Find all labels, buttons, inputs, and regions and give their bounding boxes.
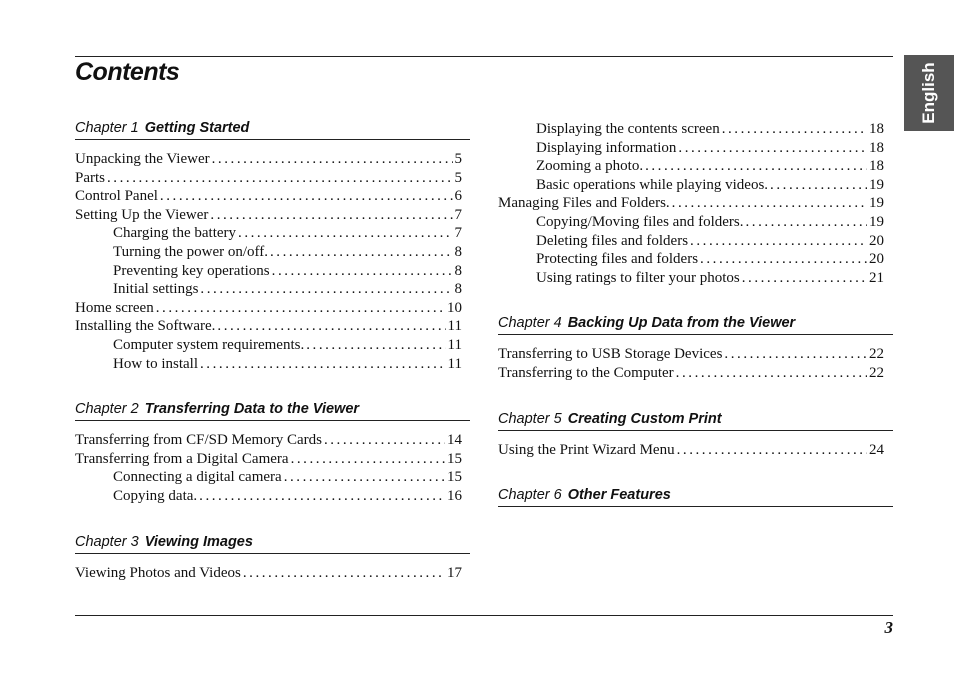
chapter-title: Backing Up Data from the Viewer <box>567 315 796 332</box>
chapter-number: Chapter 1 <box>75 120 139 136</box>
toc-entry-text: Parts <box>75 169 105 186</box>
toc-entry[interactable] <box>75 450 470 469</box>
toc-subentry[interactable] <box>498 250 893 269</box>
chapter-title: Creating Custom Print <box>567 410 722 427</box>
leader-dots <box>645 157 867 176</box>
toc-entry-page: 8 <box>454 281 462 298</box>
leader-dots <box>272 262 453 281</box>
toc-entry-text: Setting Up the Viewer <box>75 206 209 223</box>
chapter-5-section <box>498 411 893 460</box>
toc-entry-page: 8 <box>454 243 462 260</box>
toc-subentry[interactable] <box>498 120 893 139</box>
toc-entry-page: 19 <box>869 213 884 230</box>
toc-entry-page: 7 <box>454 225 462 242</box>
toc-entry[interactable] <box>498 345 893 364</box>
toc-entry-page: 11 <box>447 318 462 335</box>
toc-entry-page: 11 <box>447 355 462 372</box>
chapter-4-section <box>498 315 893 382</box>
toc-entry-text: Displaying the contents screen <box>536 121 720 137</box>
toc-entry-text: Using ratings to filter your photos <box>536 269 740 286</box>
leader-dots <box>160 187 453 206</box>
leader-dots <box>745 213 867 232</box>
toc-entry-page: 21 <box>869 269 884 286</box>
top-rule <box>75 56 893 57</box>
toc-entry-text: Installing the Software. <box>75 318 216 335</box>
leader-dots <box>676 364 867 383</box>
toc-entry[interactable] <box>75 317 470 336</box>
leader-dots <box>306 336 445 355</box>
toc-right-column <box>498 120 893 517</box>
chapter-1-heading <box>75 120 470 140</box>
chapter-number: Chapter 6 <box>498 487 562 504</box>
toc-entry[interactable] <box>75 206 470 225</box>
toc-entry-page: 5 <box>454 151 462 167</box>
toc-entry-text: Using the Print Wizard Menu <box>498 441 675 458</box>
leader-dots <box>672 194 867 213</box>
leader-dots <box>210 206 452 225</box>
chapter-number: Chapter 2 <box>75 401 139 418</box>
toc-entry-page: 10 <box>447 299 462 316</box>
chapter-4-heading <box>498 315 893 335</box>
toc-entry[interactable] <box>498 441 893 460</box>
leader-dots <box>291 450 445 469</box>
toc-subentry[interactable] <box>75 355 470 374</box>
chapter-number: Chapter 4 <box>498 315 562 332</box>
toc-entry-page: 16 <box>447 487 462 504</box>
toc-entry-text: Initial settings <box>113 281 199 298</box>
toc-entry-text: Viewing Photos and Videos <box>75 564 241 581</box>
toc-entry[interactable] <box>75 299 470 318</box>
chapter-3-heading <box>75 534 470 554</box>
bottom-rule <box>75 615 893 616</box>
leader-dots <box>284 468 445 487</box>
leader-dots <box>677 441 867 460</box>
toc-entry[interactable] <box>498 194 893 213</box>
toc-entry[interactable] <box>75 150 470 169</box>
toc-subentry[interactable] <box>498 176 893 195</box>
toc-entry-page: 24 <box>869 441 884 458</box>
toc-entry-text: Copying data. <box>113 487 198 504</box>
chapter-6-heading <box>498 487 893 507</box>
leader-dots <box>700 250 867 269</box>
toc-subentry[interactable] <box>75 468 470 487</box>
toc-entry[interactable] <box>75 169 470 188</box>
leader-dots <box>770 176 867 195</box>
toc-entry-text: Turning the power on/off. <box>113 243 268 260</box>
toc-entry-text: Copying/Moving files and folders. <box>536 213 744 230</box>
toc-entry-text: Transferring to USB Storage Devices <box>498 346 723 363</box>
toc-subentry[interactable] <box>498 232 893 251</box>
chapter-number: Chapter 5 <box>498 410 562 427</box>
chapter-3-continued <box>498 120 893 287</box>
chapter-2-heading <box>75 401 470 421</box>
toc-subentry[interactable] <box>498 139 893 158</box>
toc-entry-page: 7 <box>454 206 462 223</box>
toc-entry-text: Home screen <box>75 299 154 316</box>
toc-entry-text: Displaying information <box>536 139 677 156</box>
toc-entry-page: 11 <box>447 336 462 353</box>
chapter-title: Getting Started <box>144 120 250 136</box>
language-tab-label: English <box>919 62 938 124</box>
chapter-6-section <box>498 487 893 507</box>
toc-entry-page: 19 <box>869 176 884 193</box>
page-title: Contents <box>75 58 180 86</box>
toc-subentry[interactable] <box>498 269 893 288</box>
language-tab <box>904 55 954 131</box>
leader-dots <box>156 299 445 318</box>
chapter-5-heading <box>498 411 893 431</box>
leader-dots <box>200 280 452 299</box>
toc-entry-page: 18 <box>869 139 884 156</box>
toc-entry-page: 14 <box>447 432 462 449</box>
toc-entry-text: Unpacking the Viewer <box>75 151 210 167</box>
leader-dots <box>724 345 867 364</box>
toc-subentry[interactable] <box>75 262 470 281</box>
toc-entry-page: 15 <box>447 450 462 467</box>
toc-entry-page: 22 <box>869 364 884 381</box>
leader-dots <box>270 243 453 262</box>
toc-entry-text: Preventing key operations <box>113 262 270 279</box>
toc-subentry[interactable] <box>75 224 470 243</box>
toc-subentry[interactable] <box>498 213 893 232</box>
toc-entry-page: 19 <box>869 195 884 212</box>
chapter-title: Other Features <box>567 487 671 504</box>
toc-entry-page: 6 <box>454 188 462 205</box>
toc-entry-text: How to install <box>113 355 198 372</box>
toc-subentry[interactable] <box>75 280 470 299</box>
toc-entry-text: Deleting files and folders <box>536 232 689 249</box>
chapter-2-section <box>75 401 470 505</box>
toc-subentry[interactable] <box>75 487 470 506</box>
leader-dots <box>243 564 445 583</box>
chapter-number: Chapter 3 <box>75 533 139 550</box>
toc-entry-page: 20 <box>869 232 884 249</box>
toc-entry[interactable] <box>75 431 470 450</box>
leader-dots <box>238 224 452 243</box>
toc-entry[interactable] <box>498 364 893 383</box>
leader-dots <box>324 431 445 450</box>
toc-entry-page: 15 <box>447 469 462 486</box>
page-number: 3 <box>884 618 893 637</box>
toc-entry-text: Zooming a photo. <box>536 158 644 175</box>
toc-left-column <box>75 120 470 582</box>
chapter-1-section <box>75 120 470 373</box>
toc-entry-text: Computer system requirements. <box>113 336 305 353</box>
toc-entry-page: 17 <box>447 564 462 581</box>
toc-entry-text: Basic operations while playing videos. <box>536 176 769 193</box>
leader-dots <box>199 487 445 506</box>
toc-entry-text: Transferring from a Digital Camera <box>75 450 289 467</box>
toc-entry-text: Managing Files and Folders. <box>498 195 670 212</box>
toc-entry-text: Transferring from CF/SD Memory Cards <box>75 432 322 449</box>
toc-entry-text: Transferring to the Computer <box>498 364 674 381</box>
leader-dots <box>678 139 867 158</box>
toc-entry-page: 18 <box>869 158 884 175</box>
leader-dots <box>107 169 453 188</box>
toc-entry-text: Control Panel <box>75 188 158 205</box>
leader-dots <box>200 355 446 374</box>
toc-entry-text: Charging the battery <box>113 225 237 242</box>
chapter-title: Transferring Data to the Viewer <box>144 401 360 418</box>
leader-dots <box>217 317 445 336</box>
chapter-3-section <box>75 534 470 583</box>
toc-subentry[interactable] <box>75 243 470 262</box>
leader-dots <box>690 232 867 251</box>
leader-dots <box>722 120 867 139</box>
toc-entry-page: 22 <box>869 346 884 363</box>
toc-entry[interactable] <box>75 564 470 583</box>
leader-dots <box>212 150 453 169</box>
toc-entry[interactable] <box>75 187 470 206</box>
toc-subentry[interactable] <box>75 336 470 355</box>
toc-entry-page: 20 <box>869 251 884 268</box>
leader-dots <box>742 269 867 288</box>
toc-entry-text: Connecting a digital camera <box>113 469 282 486</box>
toc-entry-page: 5 <box>454 169 462 186</box>
toc-entry-page: 8 <box>454 262 462 279</box>
toc-entry-page: 18 <box>869 121 884 137</box>
toc-entry-text: Protecting files and folders <box>536 251 699 268</box>
toc-subentry[interactable] <box>498 157 893 176</box>
chapter-title: Viewing Images <box>144 533 253 550</box>
